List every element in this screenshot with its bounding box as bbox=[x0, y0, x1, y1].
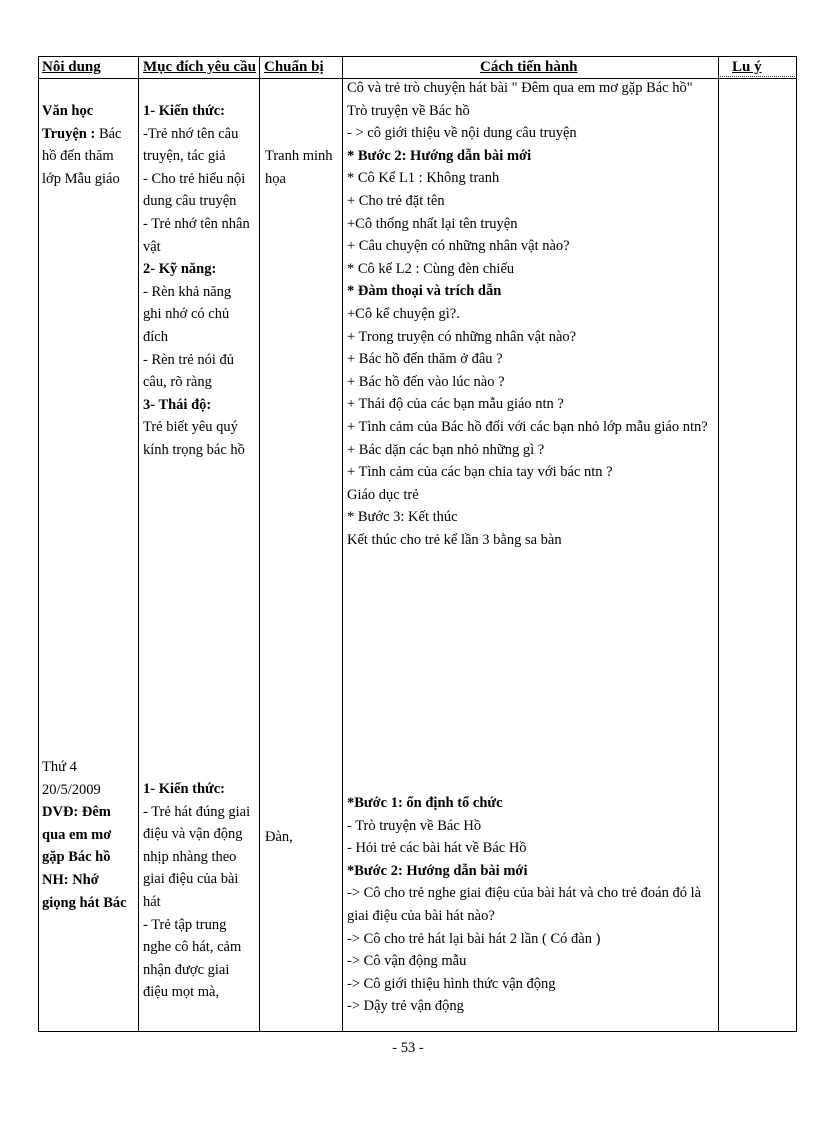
text-line: 1- Kiến thức: bbox=[143, 103, 225, 119]
text-line: Giáo dục trẻ bbox=[347, 486, 419, 503]
text-line: - Cho trẻ hiểu nội bbox=[143, 170, 246, 187]
text-line: điệu và vận động bbox=[143, 826, 243, 843]
text-line: - Trẻ tập trung bbox=[143, 916, 227, 933]
page-number: - 53 - bbox=[392, 1040, 424, 1056]
text-line: Đàn, bbox=[265, 829, 293, 845]
text-line: Tranh minh bbox=[265, 148, 333, 164]
text-line: - Trẻ hát đúng giai bbox=[143, 803, 251, 820]
text-line: - Rèn trẻ nói đủ bbox=[143, 351, 235, 368]
text-line: + Tình cảm của Bác hồ đối với các bạn nhỏ lớp mẫu giáo ntn? bbox=[347, 418, 708, 435]
section2-purpose bbox=[143, 778, 250, 1004]
text-line: * Đàm thoại và trích dẫn bbox=[347, 283, 502, 300]
header-content: Nôi dung bbox=[42, 59, 101, 75]
text-line: - Rèn khả năng bbox=[143, 283, 232, 300]
section2-preparation bbox=[265, 826, 293, 849]
text-line: - Trẻ nhớ tên nhân bbox=[143, 215, 250, 232]
text-line: -> Cô cho trẻ hát lại bài hát 2 lần ( Có đàn ) bbox=[347, 930, 601, 947]
text-line: giai điệu của bài hát nào? bbox=[347, 907, 495, 924]
text-line: * Bước 3: Kết thúc bbox=[347, 509, 458, 526]
text-line: gặp Bác hồ bbox=[42, 849, 111, 866]
text-line: +Cô kể chuyện gì?. bbox=[347, 305, 460, 322]
text-line: nhịp nhàng theo bbox=[143, 848, 237, 865]
column-divider bbox=[718, 56, 719, 1032]
header-preparation: Chuẩn bị bbox=[264, 59, 324, 75]
text-line: + Thái độ của các bạn mẫu giáo ntn ? bbox=[347, 396, 564, 413]
text-line bbox=[42, 123, 121, 146]
section2-content bbox=[42, 756, 127, 914]
text-line: -> Dậy trẻ vận động bbox=[347, 998, 464, 1015]
text-line: -Trẻ nhớ tên câu bbox=[143, 125, 239, 142]
text-line: Trẻ biết yêu quý bbox=[143, 419, 238, 436]
text-line: NH: Nhớ bbox=[42, 871, 99, 888]
text-line: giọng hát Bác bbox=[42, 894, 127, 911]
text-line: -> Cô giới thiệu hình thức vận động bbox=[347, 975, 556, 992]
text-line: * Cô kể L2 : Cùng đèn chiếu bbox=[347, 260, 515, 277]
text-line: - > cô giới thiệu về nội dung câu truyện bbox=[347, 125, 577, 142]
text-line: dung câu truyện bbox=[143, 193, 237, 210]
text-line: nghe cô hát, cảm bbox=[143, 939, 242, 956]
text-line: 3- Thái độ: bbox=[143, 396, 212, 413]
column-divider bbox=[138, 56, 139, 1032]
text-line: + Cho trẻ đặt tên bbox=[347, 192, 445, 209]
text-line: vật bbox=[143, 238, 161, 255]
section2-procedure bbox=[347, 792, 701, 1018]
text-line: điệu mọt mà, bbox=[143, 984, 220, 1001]
text-line: - Hỏi trẻ các bài hát về Bác Hồ bbox=[347, 840, 527, 857]
text-line: hát bbox=[143, 893, 161, 910]
text-line: + Bác hồ đến thăm ở đâu ? bbox=[347, 351, 503, 368]
text-line: + Tình cảm của các bạn chia tay với bác ntn ? bbox=[347, 464, 613, 481]
text-line: truyện, tác giả bbox=[143, 148, 226, 165]
section1-content bbox=[42, 100, 121, 190]
column-divider bbox=[342, 56, 343, 1032]
bold-run: Truyện : bbox=[42, 125, 96, 142]
text-line: * Cô Kể L1 : Không tranh bbox=[347, 170, 500, 187]
header-purpose: Mục đích yêu cầu bbox=[143, 59, 256, 75]
text-line: 20/5/2009 bbox=[42, 781, 101, 798]
text-line: ghi nhớ có chủ bbox=[143, 306, 230, 323]
text-line: câu, rõ ràng bbox=[143, 374, 212, 391]
text-line: * Bước 2: Hướng dẫn bài mới bbox=[347, 147, 532, 164]
text-line: Kết thúc cho trẻ kể lần 3 bằng sa bàn bbox=[347, 531, 562, 548]
text-line: 1- Kiến thức: bbox=[143, 781, 225, 797]
section1-procedure bbox=[347, 77, 708, 551]
text-line: *Bước 1: ổn định tổ chức bbox=[347, 795, 503, 811]
header-procedure: Cách tiến hành bbox=[480, 59, 578, 75]
section1-preparation bbox=[265, 145, 333, 190]
text-line: lớp Mẫu giáo bbox=[42, 170, 120, 187]
text-line: +Cô thống nhất lại tên truyện bbox=[347, 215, 518, 232]
header-notes: Lu ý bbox=[732, 59, 762, 75]
text-line: + Bác hồ đến vào lúc nào ? bbox=[347, 373, 505, 390]
text-line: qua em mơ bbox=[42, 826, 112, 843]
text-line: nhận được giai bbox=[143, 961, 230, 978]
text-line: Thứ 4 bbox=[42, 759, 77, 775]
text-line: -> Cô vận động mẫu bbox=[347, 953, 467, 970]
text-line: giai điệu của bài bbox=[143, 871, 239, 888]
text-run: Bác bbox=[95, 125, 122, 142]
text-line: 2- Kỹ năng: bbox=[143, 261, 217, 278]
section1-purpose bbox=[143, 100, 250, 462]
column-divider bbox=[259, 56, 260, 1032]
text-line: -> Cô cho trẻ nghe giai điệu của bài hát và cho trẻ đoán đó là bbox=[347, 885, 702, 902]
text-line: + Câu chuyện có những nhân vật nào? bbox=[347, 238, 570, 255]
text-line: + Bác dặn các bạn nhỏ những gì ? bbox=[347, 441, 545, 458]
text-line: kính trọng bác hồ bbox=[143, 441, 245, 458]
text-line: DVĐ: Đêm bbox=[42, 804, 111, 821]
text-line: - Trò truyện về Bác Hồ bbox=[347, 817, 482, 834]
text-line: hồ đến thăm bbox=[42, 148, 114, 165]
text-line: + Trong truyện có những nhân vật nào? bbox=[347, 328, 577, 345]
text-line: Trò truyện về Bác hồ bbox=[347, 102, 470, 119]
text-line: đích bbox=[143, 328, 168, 345]
text-line: *Bước 2: Hướng dẫn bài mới bbox=[347, 862, 528, 879]
text-line: họa bbox=[265, 170, 286, 187]
text-line: Văn học bbox=[42, 103, 94, 119]
text-line: Cô và trẻ trò chuyện hát bài " Đêm qua em mơ gặp Bác hồ" bbox=[347, 80, 693, 96]
